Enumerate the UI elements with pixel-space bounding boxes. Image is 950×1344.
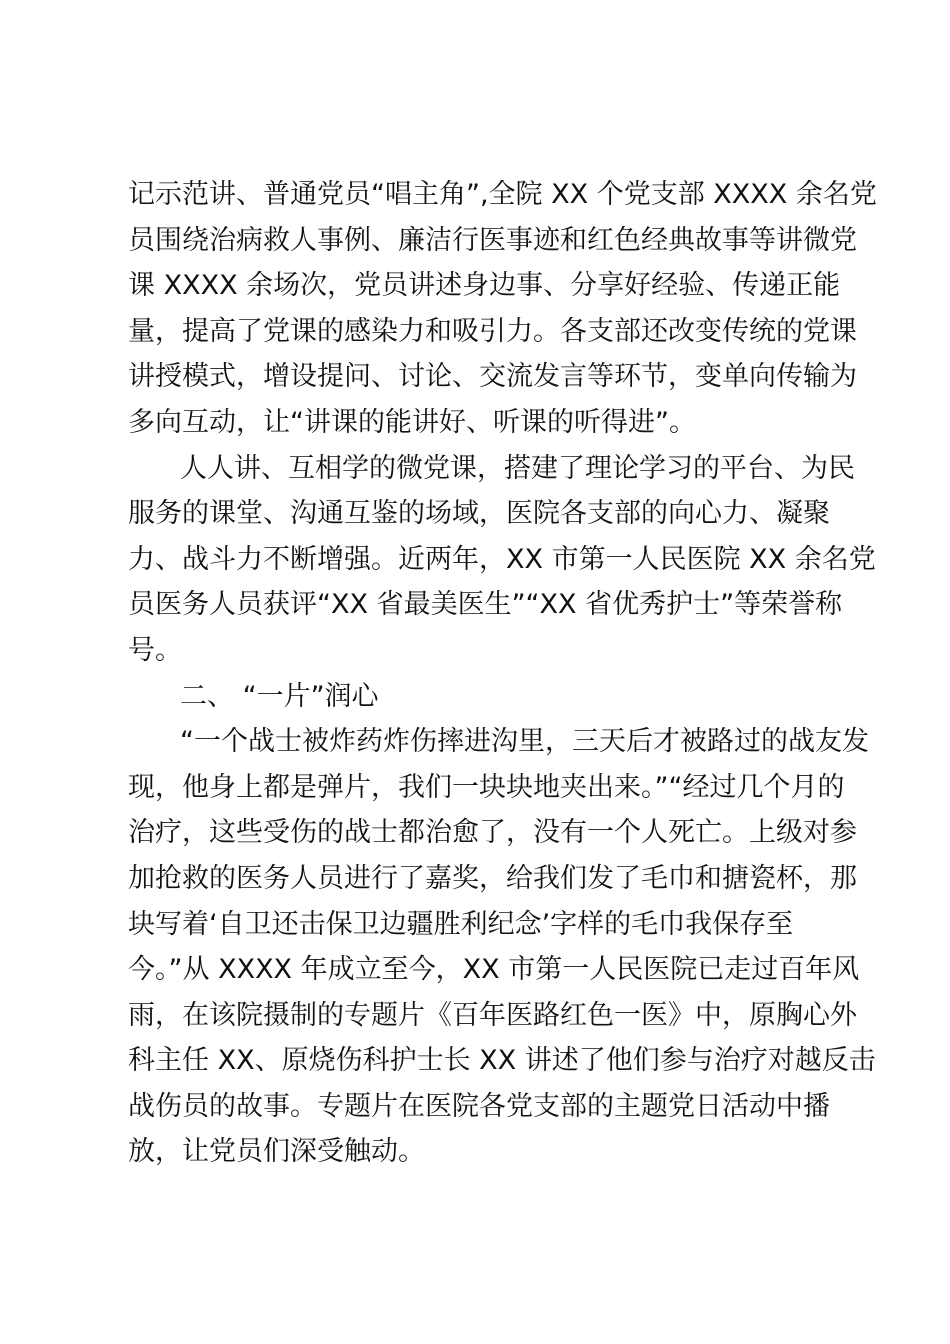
text-line: 服务的课堂、沟通互鉴的场域，医院各支部的向心力、凝聚 — [128, 498, 830, 530]
text-line: 人人讲、互相学的微党课，搭建了理论学习的平台、为民 — [180, 452, 855, 484]
text-line: 治疗，这些受伤的战士都治愈了，没有一个人死亡。上级对参 — [128, 817, 857, 849]
text-line: 力、战斗力不断增强。近两年，XX 市第一人民医院 XX 余名党 — [128, 543, 876, 575]
text-line: 放，让党员们深受触动。 — [128, 1136, 425, 1168]
text-line: 科主任 XX、原烧伤科护士长 XX 讲述了他们参与治疗对越反击 — [128, 1045, 876, 1077]
text-line: 员围绕治病救人事例、廉洁行医事迹和红色经典故事等讲微党 — [128, 224, 857, 256]
text-line: “一个战士被炸药炸伤摔进沟里，三天后才被路过的战友发 — [180, 726, 869, 758]
text-line: 记示范讲、普通党员“唱主角”,全院 XX 个党支部 XXXX 余名党 — [128, 179, 877, 210]
paragraph-war-story — [128, 719, 876, 1175]
section-heading — [128, 674, 838, 720]
text-line: 量，提高了党课的感染力和吸引力。各支部还改变传统的党课 — [128, 315, 857, 347]
text-line: 雨，在该院摄制的专题片《百年医路红色一医》中，原胸心外 — [128, 999, 857, 1031]
text-line: 号。 — [128, 634, 182, 666]
text-line: 今。”从 XXXX 年成立至今，XX 市第一人民医院已走过百年风 — [128, 954, 860, 986]
text-line: 战伤员的故事。专题片在医院各党支部的主题党日活动中播 — [128, 1090, 830, 1122]
paragraph-party-lessons — [128, 172, 877, 446]
text-line: 多向互动，让“讲课的能讲好、听课的听得进”。 — [128, 406, 696, 438]
text-line: 块写着‘自卫还击保卫边疆胜利纪念’字样的毛巾我保存至 — [128, 908, 794, 940]
text-line: 讲授模式，增设提问、讨论、交流发言等环节，变单向传输为 — [128, 361, 857, 393]
text-line: 加抢救的医务人员进行了嘉奖，给我们发了毛巾和搪瓷杯，那 — [128, 862, 857, 894]
text-line: 课 XXXX 余场次，党员讲述身边事、分享好经验、传递正能 — [128, 270, 841, 302]
text-line: 员医务人员获评“XX 省最美医生”“XX 省优秀护士”等荣誉称 — [128, 589, 843, 621]
text-line: 现，他身上都是弹片，我们一块块地夹出来。”“经过几个月的 — [128, 771, 845, 803]
paragraph-mutual-learning — [128, 446, 876, 674]
body-text — [128, 172, 877, 1175]
section-heading-text: 二、 “一片”润心 — [180, 680, 379, 712]
